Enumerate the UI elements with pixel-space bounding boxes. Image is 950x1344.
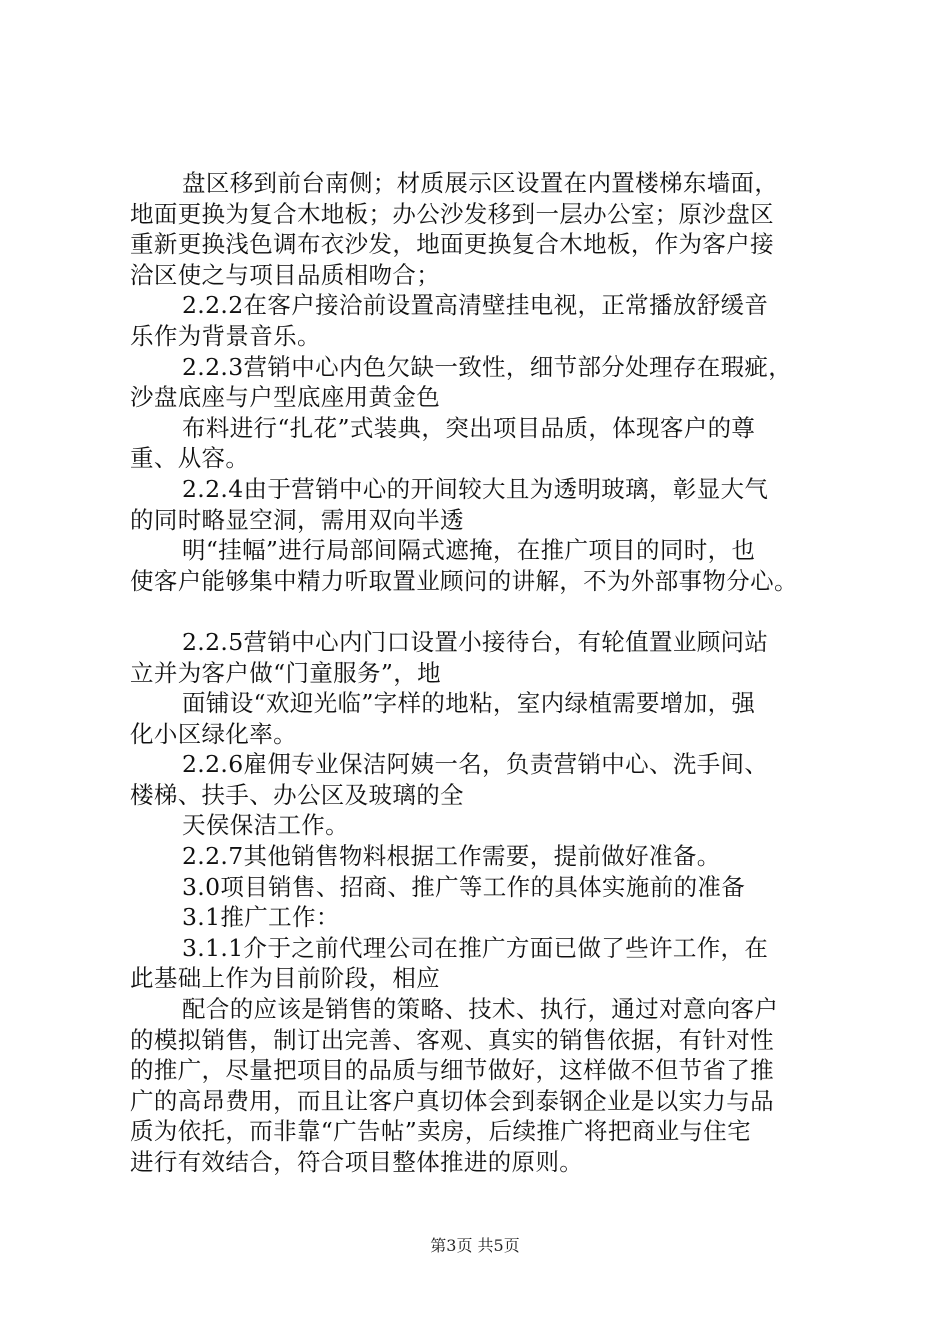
paragraph-line: 沙盘底座与户型底座用黄金色: [130, 383, 441, 412]
paragraph-line: 配合的应该是销售的策略、技术、执行，通过对意向客户: [182, 995, 779, 1024]
page-number-footer: 第3页 共5页: [430, 1236, 520, 1255]
paragraph-line: 2.2.7其他销售物料根据工作需要，提前做好准备。: [182, 842, 721, 871]
paragraph-line: 进行有效结合，符合项目整体推进的原则。: [130, 1148, 584, 1176]
paragraph-line: 盘区移到前台南侧；材质展示区设置在内置楼梯东墙面，: [182, 169, 779, 197]
paragraph-line: 的推广，尽量把项目的品质与细节做好，这样做不但节省了推: [130, 1056, 774, 1085]
paragraph-line: 2.2.5营销中心内门口设置小接待台，有轮值置业顾问站: [182, 627, 769, 656]
paragraph-line: 广的高昂费用，而且让客户真切体会到泰钢企业是以实力与品: [130, 1086, 774, 1115]
paragraph-line: 的同时略显空洞，需用双向半透: [130, 505, 464, 534]
paragraph-line: 重、从容。: [130, 444, 250, 473]
paragraph-line: 布料进行“扎花”式装典，突出项目品质，体现客户的尊: [182, 413, 756, 442]
paragraph-line: 立并为客户做“门童服务”，地: [130, 658, 441, 687]
paragraph-line: 2.2.6雇佣专业保洁阿姨一名，负责营销中心、洗手间、: [182, 750, 769, 779]
paragraph-line: 使客户能够集中精力听取置业顾问的讲解，不为外部事物分心。: [130, 566, 798, 595]
paragraph-line: 重新更换浅色调布衣沙发，地面更换复合木地板，作为客户接: [130, 230, 774, 259]
paragraph-line: 3.1.1介于之前代理公司在推广方面已做了些许工作，在: [182, 933, 769, 962]
paragraph-line: 质为依托，而非靠“广告帖”卖房，后续推广将把商业与住宅: [130, 1117, 751, 1146]
section-heading: 3.0项目销售、招商、推广等工作的具体实施前的准备: [182, 872, 746, 901]
paragraph-line: 天侯保洁工作。: [182, 811, 349, 840]
paragraph-line: 明“挂幅”进行局部间隔式遮掩，在推广项目的同时，也: [182, 536, 756, 565]
paragraph-line: 楼梯、扶手、办公区及玻璃的全: [130, 780, 464, 809]
paragraph-line: 洽区使之与项目品质相吻合；: [130, 260, 441, 289]
section-heading: 3.1推广工作：: [182, 903, 340, 932]
paragraph-line: 化小区绿化率。: [130, 719, 297, 748]
paragraph-line: 地面更换为复合木地板；办公沙发移到一层办公室；原沙盘区: [130, 199, 774, 228]
paragraph-line: 2.2.3营销中心内色欠缺一致性，细节部分处理存在瑕疵，: [182, 352, 793, 381]
paragraph-line: 面铺设“欢迎光临”字样的地粘，室内绿植需要增加，强: [182, 689, 756, 718]
paragraph-line: 乐作为背景音乐。: [130, 321, 321, 350]
paragraph-spacer: [130, 596, 850, 627]
paragraph-line: 的模拟销售，制订出完善、客观、真实的销售依据，有针对性: [130, 1025, 774, 1054]
paragraph-line: 2.2.4由于营销中心的开间较大且为透明玻璃，彰显大气: [182, 474, 769, 503]
document-body: [130, 168, 850, 1178]
paragraph-line: 此基础上作为目前阶段，相应: [130, 964, 441, 993]
paragraph-line: 2.2.2在客户接洽前设置高清壁挂电视，正常播放舒缓音: [182, 291, 769, 320]
